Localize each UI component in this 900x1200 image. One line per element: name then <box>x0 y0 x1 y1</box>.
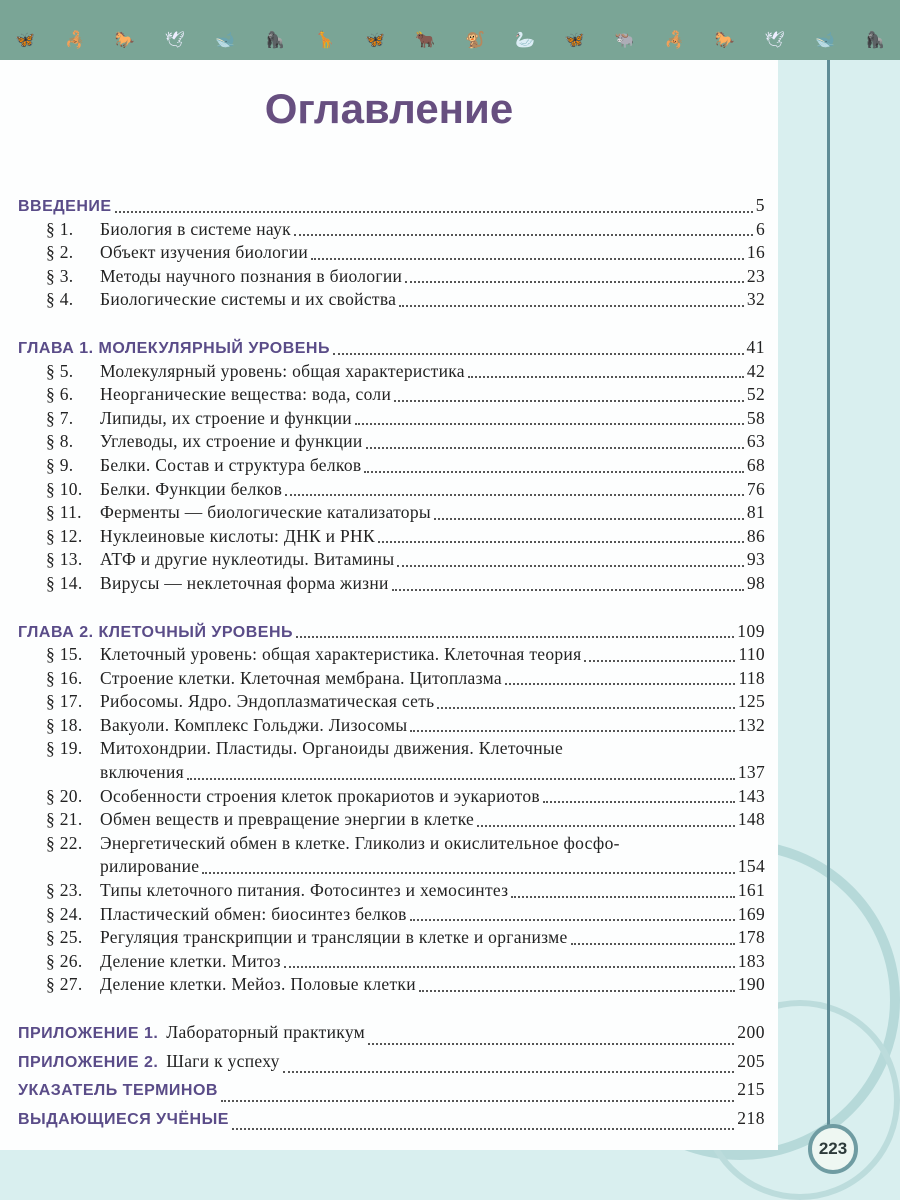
entry-title: Белки. Функции белков <box>100 478 283 499</box>
toc-section-heading[interactable] <box>18 1022 765 1051</box>
dot-leader <box>187 778 735 780</box>
paragraph-number: § 9. <box>46 454 74 475</box>
entry-title: Регуляция транскрипции и трансляции в клетке и организме <box>100 927 568 948</box>
page-ref: 5 <box>755 195 765 215</box>
toc-entry-continued[interactable] <box>18 856 765 880</box>
toc-entry[interactable] <box>18 927 765 951</box>
paragraph-number: § 17. <box>46 691 83 712</box>
section-gap <box>18 313 765 337</box>
paragraph-number: § 4. <box>46 289 74 310</box>
paragraph-number: § 10. <box>46 478 83 499</box>
dot-leader <box>571 943 735 945</box>
entry-title: Типы клеточного питания. Фотосинтез и хемосинтез <box>100 880 509 901</box>
entry-title: Объект изучения биологии <box>100 242 308 263</box>
dot-leader <box>405 281 744 283</box>
toc-section-heading[interactable] <box>18 1079 765 1108</box>
paragraph-number: § 19. <box>46 738 83 759</box>
dot-leader <box>311 258 744 260</box>
dot-leader <box>505 683 736 685</box>
paragraph-number: § 18. <box>46 714 83 735</box>
dot-leader <box>419 990 735 992</box>
dot-leader <box>202 872 735 874</box>
toc-entry[interactable] <box>18 786 765 810</box>
dot-leader <box>434 518 744 520</box>
section-label: ВВЕДЕНИЕ <box>18 198 112 215</box>
section-label: ВЫДАЮЩИЕСЯ УЧЁНЫЕ <box>18 1110 229 1128</box>
entry-title: Липиды, их строение и функции <box>100 407 352 428</box>
toc-entry[interactable] <box>18 408 765 432</box>
page-ref: 81 <box>746 502 765 523</box>
entry-title: АТФ и другие нуклеотиды. Витамины <box>100 549 395 570</box>
page-ref: 86 <box>746 525 765 546</box>
toc-entry[interactable] <box>18 455 765 479</box>
page-ref: 200 <box>737 1022 765 1042</box>
paragraph-number: § 15. <box>46 644 83 665</box>
paragraph-number: § 1. <box>46 218 74 239</box>
toc-entry[interactable] <box>18 573 765 597</box>
dot-leader <box>296 636 734 638</box>
paragraph-number: § 6. <box>46 384 74 405</box>
dot-leader <box>364 471 743 473</box>
toc-entry[interactable] <box>18 384 765 408</box>
page-ref: 93 <box>746 549 765 570</box>
page-ref: 183 <box>737 950 765 971</box>
page-ref: 178 <box>737 927 765 948</box>
page-ref: 41 <box>746 336 765 357</box>
toc-section-heading[interactable] <box>18 621 765 645</box>
paragraph-number: § 13. <box>46 549 83 570</box>
toc-section-heading[interactable] <box>18 195 765 219</box>
dot-leader <box>283 1071 735 1073</box>
toc-entry[interactable] <box>18 242 765 266</box>
toc-entry[interactable] <box>18 502 765 526</box>
toc-entry[interactable] <box>18 526 765 550</box>
entry-title-continued: включения <box>100 762 184 783</box>
page-number: 223 <box>808 1124 858 1174</box>
toc-entry[interactable] <box>18 738 765 762</box>
entry-title: Строение клетки. Клеточная мембрана. Цитоплазма <box>100 667 502 688</box>
section-label: ГЛАВА 2. КЛЕТОЧНЫЙ УРОВЕНЬ <box>18 623 294 641</box>
dot-leader <box>355 423 744 425</box>
toc-entry[interactable] <box>18 974 765 998</box>
dot-leader <box>284 966 735 968</box>
page-ref: 63 <box>746 431 765 452</box>
dot-leader <box>543 801 735 803</box>
paragraph-number: § 16. <box>46 667 83 688</box>
toc-entry[interactable] <box>18 431 765 455</box>
paragraph-number: § 8. <box>46 431 74 452</box>
entry-title: Деление клетки. Митоз <box>100 950 281 971</box>
section-label: ГЛАВА 1. МОЛЕКУЛЯРНЫЙ УРОВЕНЬ <box>18 339 330 357</box>
dot-leader <box>392 589 744 591</box>
toc-section-heading[interactable] <box>18 1108 765 1137</box>
paragraph-number: § 20. <box>46 785 83 806</box>
toc-entry[interactable] <box>18 880 765 904</box>
entry-title: Особенности строения клеток прокариотов и эукариотов <box>100 785 540 806</box>
dot-leader <box>333 353 744 355</box>
page-ref: 76 <box>746 478 765 499</box>
dot-leader <box>437 707 734 709</box>
entry-title: Нуклеиновые кислоты: ДНК и РНК <box>100 525 375 546</box>
toc-entry[interactable] <box>18 951 765 975</box>
dot-leader <box>368 1043 734 1045</box>
decorative-header-band <box>0 0 900 60</box>
dot-leader <box>584 660 735 662</box>
paragraph-number: § 24. <box>46 903 83 924</box>
dot-leader <box>221 1100 734 1102</box>
page-ref: 161 <box>737 880 765 901</box>
entry-title: Биологические системы и их свойства <box>100 289 397 310</box>
page-ref: 205 <box>737 1050 765 1071</box>
dot-leader <box>468 376 744 378</box>
entry-title: Рибосомы. Ядро. Эндоплазматическая сеть <box>100 691 435 712</box>
toc-entry[interactable] <box>18 266 765 290</box>
toc-entry[interactable] <box>18 361 765 385</box>
toc-entry[interactable] <box>18 289 765 313</box>
section-gap <box>18 998 765 1022</box>
entry-title: Пластический обмен: биосинтез белков <box>100 903 407 924</box>
page-ref: 16 <box>746 242 765 263</box>
dot-leader <box>477 825 735 827</box>
toc-entry[interactable] <box>18 219 765 243</box>
section-subtitle: Шаги к успеху <box>166 1050 280 1071</box>
dot-leader <box>232 1128 734 1130</box>
dot-leader <box>511 896 734 898</box>
page-ref: 110 <box>738 644 765 665</box>
dot-leader <box>397 565 743 567</box>
dot-leader <box>410 730 734 732</box>
toc-entry[interactable] <box>18 644 765 668</box>
entry-title: Деление клетки. Мейоз. Половые клетки <box>100 974 416 995</box>
entry-title: Вакуоли. Комплекс Гольджи. Лизосомы <box>100 714 408 735</box>
section-label: ПРИЛОЖЕНИЕ 2. <box>18 1053 159 1071</box>
page-ref: 154 <box>737 856 765 877</box>
page-ref: 23 <box>746 265 765 286</box>
entry-title: Неорганические вещества: вода, соли <box>100 384 392 405</box>
dot-leader <box>410 919 735 921</box>
paragraph-number: § 23. <box>46 880 83 901</box>
entry-title: Биология в системе наук <box>100 218 291 239</box>
paragraph-number: § 3. <box>46 265 74 286</box>
page-ref: 125 <box>737 691 765 712</box>
section-subtitle: Лабораторный практикум <box>166 1022 366 1042</box>
page-ref: 98 <box>746 572 765 593</box>
paragraph-number: § 25. <box>46 927 83 948</box>
page-ref: 109 <box>737 620 765 641</box>
table-of-contents <box>18 195 765 1136</box>
paragraph-number: § 12. <box>46 525 83 546</box>
toc-entry[interactable] <box>18 691 765 715</box>
dot-leader <box>294 234 753 236</box>
margin-line <box>827 60 830 1135</box>
page-ref: 169 <box>737 903 765 924</box>
toc-entry[interactable] <box>18 809 765 833</box>
entry-title: Ферменты — биологические катализаторы <box>100 502 431 523</box>
section-gap <box>18 597 765 621</box>
page-ref: 52 <box>746 384 765 405</box>
page-ref: 132 <box>737 714 765 735</box>
page-ref: 215 <box>737 1079 765 1099</box>
paragraph-number: § 5. <box>46 360 74 381</box>
page-ref: 148 <box>737 809 765 830</box>
toc-entry[interactable] <box>18 479 765 503</box>
dot-leader <box>285 494 744 496</box>
paragraph-number: § 7. <box>46 407 74 428</box>
toc-section-heading[interactable] <box>18 337 765 361</box>
entry-title: Углеводы, их строение и функции <box>100 431 363 452</box>
paragraph-number: § 2. <box>46 242 74 263</box>
page-ref: 143 <box>737 785 765 806</box>
dot-leader <box>366 447 744 449</box>
paragraph-number: § 21. <box>46 809 83 830</box>
entry-title-continued: рилирование <box>100 856 200 877</box>
page-ref: 218 <box>737 1107 765 1128</box>
section-label: УКАЗАТЕЛЬ ТЕРМИНОВ <box>18 1082 218 1099</box>
toc-entry[interactable] <box>18 715 765 739</box>
toc-entry[interactable] <box>18 904 765 928</box>
page-ref: 6 <box>755 218 765 239</box>
toc-entry[interactable] <box>18 668 765 692</box>
toc-entry[interactable] <box>18 549 765 573</box>
paragraph-number: § 11. <box>46 502 82 523</box>
page-ref: 137 <box>737 762 765 783</box>
animal-silhouettes-icon: 🦋 🦂 🐎 🕊 🐋 🦍 🦒 🦋 🐂 🐒 🦢 🦋 🐃 🦂 🐎 🕊 🐋 🦍 <box>15 30 885 49</box>
toc-section-heading[interactable] <box>18 1051 765 1080</box>
paragraph-number: § 26. <box>46 950 83 971</box>
entry-title: Методы научного познания в биологии <box>100 265 403 286</box>
page-ref: 190 <box>737 974 765 995</box>
page-ref: 42 <box>746 360 765 381</box>
page-ref: 32 <box>746 289 765 310</box>
entry-title: Клеточный уровень: общая характеристика. Клеточная теория <box>100 644 582 665</box>
paragraph-number: § 22. <box>46 832 83 853</box>
section-label: ПРИЛОЖЕНИЕ 1. <box>18 1025 159 1042</box>
page-title: Оглавление <box>264 85 514 132</box>
toc-entry[interactable] <box>18 833 765 857</box>
entry-title: Молекулярный уровень: общая характеристика <box>100 360 465 381</box>
toc-entry-continued[interactable] <box>18 762 765 786</box>
page-ref: 68 <box>746 454 765 475</box>
entry-title: Энергетический обмен в клетке. Гликолиз и окислительное фосфо- <box>100 832 620 853</box>
entry-title: Белки. Состав и структура белков <box>100 454 362 475</box>
dot-leader <box>394 400 744 402</box>
entry-title: Митохондрии. Пластиды. Органоиды движения. Клеточные <box>100 738 564 759</box>
page-ref: 118 <box>738 667 765 688</box>
dot-leader <box>115 211 753 213</box>
dot-leader <box>399 305 744 307</box>
paragraph-number: § 14. <box>46 572 83 593</box>
dot-leader <box>378 541 744 543</box>
page-ref: 58 <box>746 407 765 428</box>
paragraph-number: § 27. <box>46 974 83 995</box>
entry-title: Обмен веществ и превращение энергии в клетке <box>100 809 475 830</box>
entry-title: Вирусы — неклеточная форма жизни <box>100 572 389 593</box>
